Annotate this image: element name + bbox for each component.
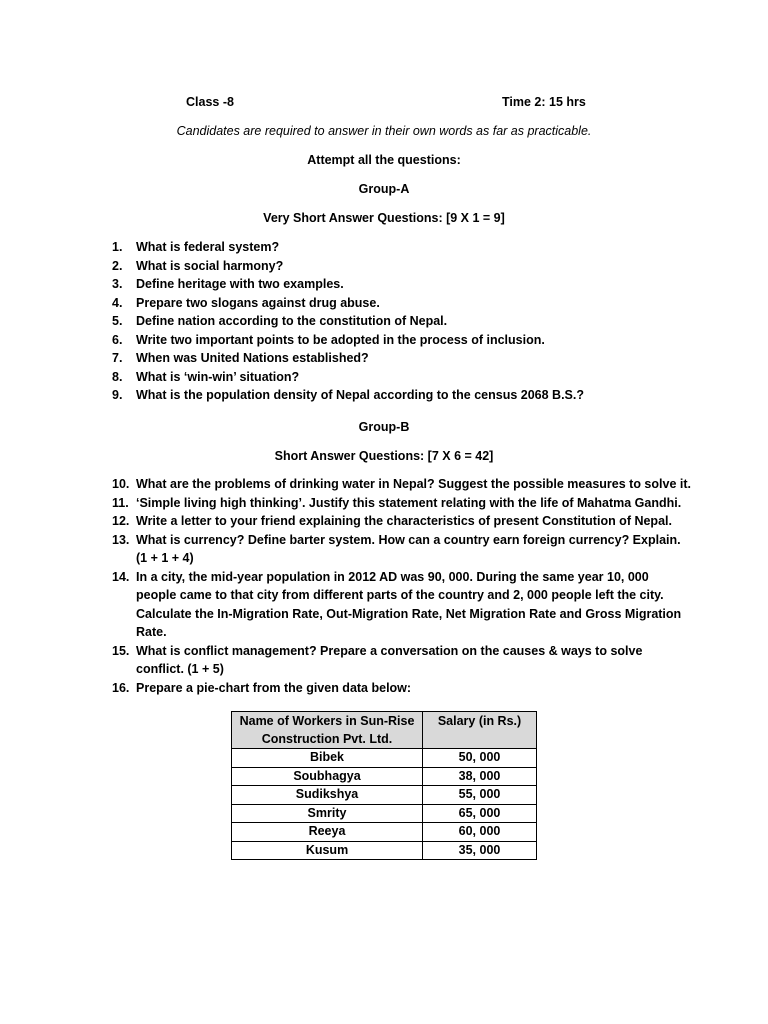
question-item xyxy=(112,568,692,642)
group-b-subtitle: Short Answer Questions: [7 X 6 = 42] xyxy=(274,449,494,463)
salary-cell: 65, 000 xyxy=(423,804,537,823)
question-item xyxy=(112,349,692,368)
group-a-title: Group-A xyxy=(358,182,410,196)
question-item xyxy=(112,679,692,698)
attempt-all-heading: Attempt all the questions: xyxy=(307,153,461,167)
question-number: 7. xyxy=(112,351,123,365)
question-item xyxy=(112,312,692,331)
question-item xyxy=(112,257,692,276)
table-row xyxy=(232,786,537,805)
question-number: 11. xyxy=(112,495,129,510)
question-text: When was United Nations established? xyxy=(136,351,369,365)
question-number: 4. xyxy=(112,295,123,310)
question-number: 16. xyxy=(112,680,130,695)
question-text: What is federal system? xyxy=(136,240,280,254)
question-number: 8. xyxy=(112,369,123,384)
question-text: Define nation according to the constitution of Nepal. xyxy=(136,314,448,328)
question-item xyxy=(112,368,692,387)
question-number: 13. xyxy=(112,532,130,547)
question-number: 1. xyxy=(112,240,123,254)
salary-cell: 38, 000 xyxy=(423,767,537,786)
worker-name-cell: Sudikshya xyxy=(232,786,423,805)
question-number: 15. xyxy=(112,643,130,658)
question-item xyxy=(112,386,692,405)
worker-name-cell: Kusum xyxy=(232,841,423,860)
question-text: Prepare two slogans against drug abuse. xyxy=(136,295,380,310)
question-number: 12. xyxy=(112,514,130,528)
salary-cell: 60, 000 xyxy=(423,823,537,842)
question-text: What are the problems of drinking water in Nepal? Suggest the possible measures to solve it. xyxy=(136,477,691,491)
worker-name-cell: Bibek xyxy=(232,749,423,768)
question-item xyxy=(112,494,692,513)
group-a-subtitle: Very Short Answer Questions: [9 X 1 = 9] xyxy=(263,211,505,225)
salary-cell: 55, 000 xyxy=(423,786,537,805)
class-label: Class -8 xyxy=(186,95,234,109)
table-header-row xyxy=(232,712,537,749)
salary-table xyxy=(231,711,537,860)
worker-name-cell: Soubhagya xyxy=(232,767,423,786)
question-number: 14. xyxy=(112,569,130,584)
exam-header xyxy=(0,93,768,113)
question-item xyxy=(112,475,692,494)
question-text: In a city, the mid-year population in 2012 AD was 90, 000. During the same year 10, 000 people came to that city from different parts of the country and 2, 000 people left the city. Calculate the In-Migration Rate, Out-Migration Rate, Net Migration Rate and Gross Migration Rate. xyxy=(136,569,682,639)
question-number: 2. xyxy=(112,258,123,273)
table-row xyxy=(232,767,537,786)
worker-name-cell: Reeya xyxy=(232,823,423,842)
question-item xyxy=(112,238,692,257)
question-text: What is the population density of Nepal according to the census 2068 B.S.? xyxy=(136,388,584,402)
salary-cell: 50, 000 xyxy=(423,749,537,768)
worker-name-cell: Smrity xyxy=(232,804,423,823)
table-row xyxy=(232,841,537,860)
salary-cell: 35, 000 xyxy=(423,841,537,860)
column-header-salary: Salary (in Rs.) xyxy=(423,712,537,749)
question-text: What is currency? Define barter system. How can a country earn foreign currency? Explain. (1 + 1 + 4) xyxy=(136,532,681,565)
question-number: 9. xyxy=(112,388,123,402)
table-row xyxy=(232,823,537,842)
question-text: ‘Simple living high thinking’. Justify this statement relating with the life of Mahatma Gandhi. xyxy=(136,495,682,510)
column-header-worker-name: Name of Workers in Sun-Rise Construction Pvt. Ltd. xyxy=(232,712,423,749)
question-item xyxy=(112,331,692,350)
question-item xyxy=(112,531,692,568)
question-number: 3. xyxy=(112,277,123,291)
question-item xyxy=(112,642,692,679)
group-b-question-list xyxy=(112,475,692,697)
question-item xyxy=(112,294,692,313)
question-text: Prepare a pie-chart from the given data below: xyxy=(136,680,412,695)
table-row xyxy=(232,749,537,768)
question-item xyxy=(112,512,692,531)
question-text: What is social harmony? xyxy=(136,258,284,273)
group-b-title: Group-B xyxy=(358,420,410,434)
question-item xyxy=(112,275,692,294)
group-a-question-list xyxy=(112,238,692,405)
question-text: What is conflict management? Prepare a conversation on the causes & ways to solve conflict. (1 + 5) xyxy=(136,643,643,676)
question-text: Write two important points to be adopted in the process of inclusion. xyxy=(136,332,545,347)
question-number: 6. xyxy=(112,332,123,347)
table-row xyxy=(232,804,537,823)
question-number: 10. xyxy=(112,477,130,491)
question-text: Write a letter to your friend explaining the characteristics of present Constitution of Nepal. xyxy=(136,514,672,528)
time-label: Time 2: 15 hrs xyxy=(502,95,586,109)
question-text: Define heritage with two examples. xyxy=(136,277,344,291)
question-number: 5. xyxy=(112,314,123,328)
instructions: Candidates are required to answer in their own words as far as practicable. xyxy=(176,124,592,138)
question-text: What is ‘win-win’ situation? xyxy=(136,369,300,384)
